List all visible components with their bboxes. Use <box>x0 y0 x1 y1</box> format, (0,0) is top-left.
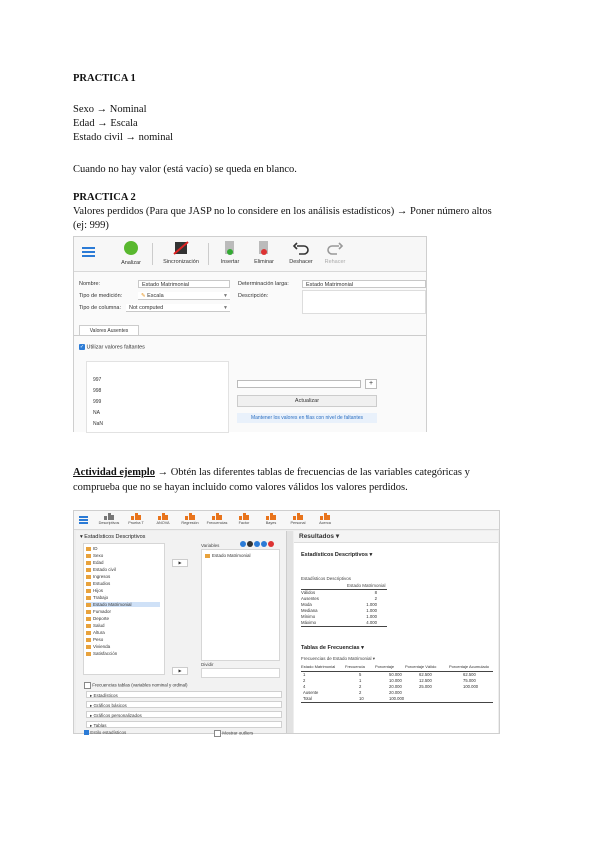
long-name-label: Determinación larga: <box>238 281 289 287</box>
variable-name: Satisfacción <box>93 651 118 656</box>
list-item[interactable]: 997 <box>93 377 102 383</box>
table-cell: 2 <box>359 690 362 695</box>
ribbon-label: Acerca <box>319 521 331 525</box>
variable-type-icon <box>86 603 91 607</box>
chart-icon <box>158 512 168 520</box>
row-label: Mediana <box>301 608 318 613</box>
variable-type-icon <box>86 617 91 621</box>
checkbox-icon: ✓ <box>79 344 85 350</box>
variable-item[interactable] <box>86 581 160 586</box>
ribbon-label: Factor <box>238 521 250 525</box>
variable-type-icon <box>86 631 91 635</box>
table-cell: 50.000 <box>389 672 402 677</box>
row-value: 1.000 <box>366 614 377 619</box>
variable-type-icon <box>86 610 91 614</box>
measure-type-select[interactable] <box>138 292 230 300</box>
table-cell: 4 <box>303 684 306 689</box>
split-box[interactable] <box>201 668 280 678</box>
ribbon-button[interactable] <box>312 512 338 525</box>
variable-type-icon <box>86 575 91 579</box>
results-section-title: Estadísticos Descriptivos ▾ <box>301 552 373 558</box>
ribbon-button[interactable] <box>150 512 176 525</box>
variable-item[interactable] <box>86 651 160 656</box>
use-missing-checkbox[interactable] <box>79 344 145 350</box>
table-cell: 62.500 <box>419 672 432 677</box>
ribbon-label: Frecuencias <box>206 521 228 525</box>
table-row <box>301 696 493 702</box>
variable-form <box>74 272 426 432</box>
table-cell: 100.000 <box>389 696 405 701</box>
move-split-button[interactable]: ▶ <box>172 667 188 675</box>
table-cell: Ausente <box>303 690 319 695</box>
table-cell: 25.000 <box>419 684 432 689</box>
variable-item[interactable] <box>86 567 160 572</box>
checkbox-icon <box>214 730 221 737</box>
variable-name: Fumador <box>93 609 112 614</box>
help-icon[interactable] <box>254 541 260 547</box>
options-tables[interactable]: ▸ Tablas <box>86 721 282 728</box>
variable-item[interactable] <box>86 574 160 579</box>
chart-icon <box>212 512 222 520</box>
variable-item[interactable] <box>86 595 160 600</box>
ribbon-button[interactable] <box>96 512 122 525</box>
results-pane <box>294 531 498 733</box>
delete-button[interactable] <box>250 240 278 265</box>
duplicate-icon[interactable] <box>240 541 246 547</box>
panel-title: ▾ Estadísticos Descriptivos <box>80 534 146 540</box>
frequency-tables-checkbox[interactable] <box>84 682 188 689</box>
frequency-table <box>301 664 493 703</box>
list-item[interactable]: NaN <box>93 421 104 427</box>
analyze-label: Analizar <box>121 260 141 266</box>
table-cell: 1 <box>359 678 362 683</box>
row-label: Válidos <box>301 590 316 595</box>
ribbon-button[interactable] <box>177 512 203 525</box>
name-input[interactable]: Estado Matrimonial <box>138 280 230 288</box>
variable-type-icon <box>86 624 91 628</box>
chevron-down-icon: ▼ <box>223 293 228 299</box>
add-value-button[interactable]: + <box>365 379 377 389</box>
practica1-line-2: Edad → Escala <box>73 118 138 129</box>
table-cell: 2 <box>303 678 306 683</box>
variable-type-icon <box>86 589 91 593</box>
practica1-line-3: Estado civil → nominal <box>73 132 174 143</box>
variable-type-icon <box>86 568 91 572</box>
row-label: Máximo <box>301 620 317 625</box>
table-row <box>301 620 387 626</box>
table-cell: 12.500 <box>419 678 432 683</box>
insert-label: Insertar <box>220 259 240 265</box>
missing-values-list[interactable] <box>86 361 229 433</box>
long-name-input[interactable]: Estado Matrimonial <box>302 280 426 288</box>
delete-label: Eliminar <box>254 259 274 265</box>
move-right-button[interactable]: ▶ <box>172 559 188 567</box>
ribbon-label: Regresión <box>181 521 199 525</box>
practica1-line-1: Sexo → Nominal <box>73 104 147 115</box>
ribbon-button[interactable] <box>231 512 257 525</box>
sync-button[interactable] <box>160 240 202 265</box>
actividad-line-2: comprueba que no se hayan incluido como valores válidos los valores perdidos. <box>73 482 408 493</box>
list-item[interactable]: NA <box>93 410 100 416</box>
table-cell: 2 <box>359 684 362 689</box>
practica1-title: PRACTICA 1 <box>73 73 136 84</box>
table-cell: 1 <box>303 672 306 677</box>
ribbon-label: Personal <box>290 521 306 525</box>
row-label: Ausentes <box>301 596 319 601</box>
variable-item[interactable] <box>86 630 160 635</box>
checkbox-icon <box>84 682 91 689</box>
variable-type-icon <box>86 645 91 649</box>
table-cell: 20.000 <box>389 690 402 695</box>
variable-type-icon <box>86 561 91 565</box>
insert-icon <box>221 240 239 256</box>
row-value: 1.000 <box>366 608 377 613</box>
ribbon-button[interactable] <box>285 512 311 525</box>
column-header: Estado Matrimonial <box>301 664 336 669</box>
column-type-select[interactable] <box>126 304 230 312</box>
variable-name: Sexo <box>93 553 104 558</box>
chart-icon <box>239 512 249 520</box>
practica2-line-2: (ej: 999) <box>73 220 109 231</box>
practica2-title: PRACTICA 2 <box>73 192 136 203</box>
variable-item[interactable] <box>86 602 160 607</box>
table-header <box>301 664 493 672</box>
variable-item[interactable] <box>86 588 160 593</box>
table-cell: 5 <box>359 672 362 677</box>
variable-name: Estado Matrimonial <box>93 602 132 607</box>
description-label: Descripción: <box>238 293 269 299</box>
table-cell: 10 <box>359 696 364 701</box>
practica1-note: Cuando no hay valor (está vacío) se queda en blanco. <box>73 164 297 175</box>
variable-item[interactable] <box>86 546 160 551</box>
variable-name: Ingresos <box>93 574 111 579</box>
delete-icon <box>255 240 273 256</box>
options-basic-plots[interactable]: ▸ Gráficos básicos <box>86 701 282 708</box>
undo-label: Deshacer <box>289 259 313 265</box>
row-value: 4.000 <box>366 620 377 625</box>
ribbon-label: ANOVA <box>156 521 170 525</box>
variable-name: Edad <box>93 560 104 565</box>
actividad-label: Actividad ejemplo <box>73 467 155 478</box>
chart-icon <box>320 512 330 520</box>
variable-item[interactable] <box>86 609 160 614</box>
variable-type-icon <box>86 547 91 551</box>
toolbar <box>74 237 426 272</box>
column-header: Porcentaje Acumulado <box>449 664 490 669</box>
chart-icon <box>293 512 303 520</box>
column-header: Frecuencia <box>345 664 365 669</box>
variables-box-label: Variables <box>201 543 220 548</box>
info-icon[interactable] <box>261 541 267 547</box>
variable-name: Trabajo <box>93 595 109 600</box>
row-label: Mínimo <box>301 614 316 619</box>
results-column-header: Estado Matrimonial <box>347 583 386 588</box>
chart-icon <box>266 512 276 520</box>
variable-type-icon <box>86 596 91 600</box>
variable-type-icon <box>86 638 91 642</box>
actividad-line-1 <box>73 466 470 479</box>
measure-type-value: Escala <box>147 293 164 299</box>
variable-list[interactable] <box>83 543 165 675</box>
table-cell: 62.500 <box>463 672 476 677</box>
options-custom-plots[interactable]: ▸ Gráficos personalizados <box>86 711 282 718</box>
table-cell: Total <box>303 696 312 701</box>
ribbon <box>74 511 499 530</box>
ribbon-button[interactable] <box>204 512 230 525</box>
sync-label: Sincronización <box>163 259 199 265</box>
undo-icon <box>292 240 310 256</box>
split-label: Dividir <box>201 662 214 667</box>
variable-item[interactable] <box>86 623 160 628</box>
panel-title-text: Estadísticos Descriptivos <box>84 534 146 540</box>
descriptives-table <box>301 589 387 627</box>
new-value-input[interactable] <box>237 380 361 388</box>
chart-icon <box>131 512 141 520</box>
description-input[interactable] <box>302 290 426 314</box>
options-statistics[interactable]: ▸ Estadísticos <box>86 691 282 698</box>
variable-item[interactable] <box>86 637 160 642</box>
table-cell: 100.000 <box>463 684 479 689</box>
frequency-subtitle: Frecuencias de Estado Matrimonial ▾ <box>301 656 376 661</box>
variable-name: Peso <box>93 637 104 642</box>
apply-button[interactable]: Actualizar <box>237 395 377 407</box>
stats-style-check[interactable]: Estilo estadísticos <box>84 730 126 735</box>
edit-icon[interactable] <box>247 541 253 547</box>
variable-name: ID <box>93 546 98 551</box>
close-icon[interactable] <box>268 541 274 547</box>
jasp-variable-editor-screenshot <box>73 236 427 432</box>
column-header: Porcentaje Válido <box>405 664 437 669</box>
selected-variables-box[interactable] <box>201 549 280 661</box>
keep-values-link[interactable]: Mantener los valores en filas con nivel de faltantes <box>237 413 377 423</box>
menu-icon[interactable] <box>82 247 95 249</box>
row-value: 1.000 <box>366 602 377 607</box>
chart-icon <box>104 512 114 520</box>
variable-item[interactable] <box>86 616 160 621</box>
variable-name: Salud <box>93 623 105 628</box>
list-item[interactable]: 998 <box>93 388 102 394</box>
use-missing-label: Utilizar valores faltantes <box>86 344 145 351</box>
outliers-check[interactable]: Mostrar outliers <box>214 730 253 737</box>
variable-name: Hijos <box>93 588 104 593</box>
checkbox-icon <box>84 730 89 735</box>
analyze-icon <box>124 241 138 255</box>
jasp-descriptives-screenshot <box>73 510 500 734</box>
panel-splitter[interactable] <box>287 531 293 733</box>
variable-name: Estudios <box>93 581 111 586</box>
redo-button[interactable] <box>320 240 350 265</box>
practica2-line-1: Valores perdidos (Para que JASP no lo considere en los análisis estadísticos) → Poner número altos <box>73 206 492 217</box>
results-subtitle: Estadísticos Descriptivos <box>301 576 352 581</box>
scale-icon: ✎ <box>141 293 146 299</box>
row-value: 8 <box>374 590 377 595</box>
variable-item[interactable] <box>86 553 160 558</box>
chevron-down-icon: ▼ <box>223 305 228 311</box>
table-cell: 75.000 <box>463 678 476 683</box>
column-type-value: Not computed <box>129 305 164 311</box>
menu-icon[interactable] <box>79 516 88 518</box>
redo-label: Rehacer <box>324 259 346 265</box>
ribbon-label: Prueba T <box>128 521 144 525</box>
redo-icon <box>326 240 344 256</box>
variable-item[interactable] <box>86 560 160 565</box>
variable-type-icon <box>86 652 91 656</box>
variable-name: Estado civil <box>93 567 116 572</box>
chart-icon <box>185 512 195 520</box>
insert-button[interactable] <box>216 240 244 265</box>
sync-icon <box>172 240 190 256</box>
variable-name: Vivienda <box>93 644 111 649</box>
column-type-label: Tipo de columna: <box>79 305 121 311</box>
ribbon-button[interactable] <box>123 512 149 525</box>
row-label: Moda <box>301 602 312 607</box>
variable-item[interactable] <box>86 644 160 649</box>
variable-name: Altura <box>93 630 105 635</box>
measure-type-label: Tipo de medición: <box>79 293 123 299</box>
variable-type-icon <box>86 554 91 558</box>
column-header: Porcentaje <box>375 664 395 669</box>
list-item[interactable]: 999 <box>93 399 102 405</box>
analyze-button[interactable] <box>116 240 146 266</box>
table-cell: 20.000 <box>389 684 402 689</box>
row-value: 2 <box>374 596 377 601</box>
results-title: Resultados ▾ <box>294 531 498 543</box>
variable-name: Deporte <box>93 616 110 621</box>
table-cell: 10.000 <box>389 678 402 683</box>
selected-variable[interactable]: Estado Matrimonial <box>205 553 251 558</box>
ribbon-label: Bayes <box>265 521 277 525</box>
frequency-tables-label: Frecuencias tablas (variables nominal y ordinal) <box>92 682 188 688</box>
ribbon-button[interactable] <box>258 512 284 525</box>
analysis-panel <box>76 531 287 736</box>
ribbon-label: Descriptivos <box>98 521 120 525</box>
actividad-rest: → Obtén las diferentes tablas de frecuencias de las variables categóricas y <box>154 467 470 478</box>
name-label: Nombre: <box>79 281 101 287</box>
frequency-section-title: Tablas de Frecuencias ▾ <box>301 645 364 651</box>
variable-type-icon <box>86 582 91 586</box>
tab-missing-values[interactable]: Valores Ausentes <box>79 325 139 336</box>
undo-button[interactable] <box>286 240 316 265</box>
